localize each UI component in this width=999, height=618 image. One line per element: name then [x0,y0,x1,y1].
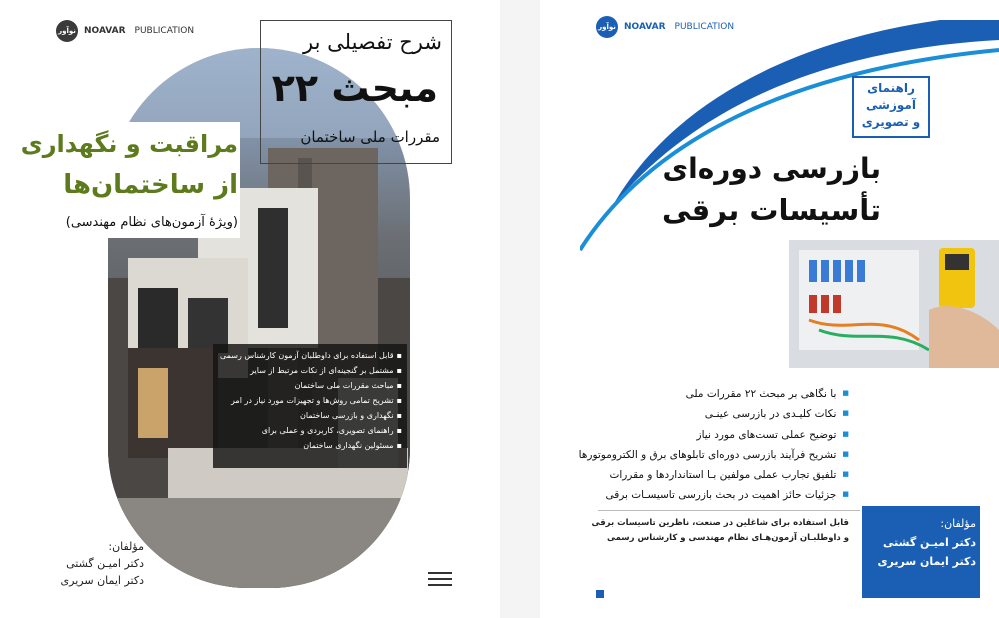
author-name: دکتر ایمان سریری [60,574,144,587]
usage-line: و داوطلبـان آزمون‌هـای نظام مهندسی و کارشناس رسمی [606,533,849,543]
features-list [540,384,849,506]
feature-item: ■ تلفیق تجارب عملی مولفین بـا استانداردها و مقررات [540,465,849,485]
title-line-2: تأسیسات برقی [661,193,881,227]
publisher-word: PUBLICATION [674,22,735,32]
feature-item: ■ جزئیات حائز اهمیت در بحث بازرسی تاسیسـات برقی [540,485,849,505]
guide-line: و تصویری [861,115,921,129]
authors-block [866,514,976,571]
description-item: ▪ مشتمل بر گنجینه‌ای از نکات مرتبط از سایر [218,363,402,378]
title-line-1: شرح تفصیلی بر [303,30,442,54]
publisher-logo [56,20,194,42]
title-line-2: مبحث ۲۲ [271,66,438,110]
subtitle-line-1: مراقبت و نگهداری [20,130,238,158]
publisher-brand: NOAVAR [624,22,666,32]
menu-icon[interactable] [428,572,452,590]
description-item: ▪ مسئولین نگهداری ساختمان [218,438,402,453]
description-item: ▪ راهنمای تصویری، کاربردی و عملی برای [218,423,402,438]
usage-line: قابل استفاده برای شاغلین در صنعت، ناظرین تاسیسات برقی [591,518,849,528]
publisher-logo [596,16,734,38]
publisher-brand: NOAVAR [84,26,126,36]
feature-item: ■ نکات کلیـدی در بازرسی عینـی [540,404,849,424]
feature-item: ■ تشریح فرآیند بازرسی دوره‌ای تابلوهای برق و الکتروموتورها [540,445,849,465]
corner-square [596,590,604,598]
guide-line: راهنمای [867,81,915,95]
author-name: دکتر ایمان سریری [877,555,976,568]
description-item: ▪ قابل استفاده برای داوطلبان آزمون کارشناس رسمی [218,348,402,363]
authors-heading: مؤلفان: [940,517,976,530]
authors-heading: مؤلفان: [108,540,144,553]
description-item: ▪ تشریح تمامی روش‌ها و تجهیزات مورد نیاز در امر [218,393,402,408]
author-name: دکتر امیـن گشتی [883,536,976,549]
noavar-logo-icon: نوآور [596,16,618,38]
authors-block [54,538,144,589]
subtitle-line-3: (ویژهٔ آزمون‌های نظام مهندسی) [65,215,238,230]
author-name: دکتر امیـن گشتی [66,557,144,570]
subtitle-line-2: از ساختمان‌ها [63,170,238,200]
description-item: ▪ نگهداری و بازرسی ساختمان [218,408,402,423]
cover-gap [500,0,540,618]
guide-badge-text [854,80,928,131]
noavar-logo-icon: نوآور [56,20,78,42]
feature-item: ■ توضیح عملی تست‌های مورد نیاز [540,425,849,445]
usage-text [559,516,849,546]
right-book-cover [540,0,999,618]
electrical-panel-illustration [789,240,999,368]
description-item: ▪ مباحث مقررات ملی ساختمان [218,378,402,393]
publisher-word: PUBLICATION [134,26,195,36]
guide-line: آموزشی [866,98,916,112]
title-line-1: بازرسی دوره‌ای [662,152,881,185]
feature-item: ■ با نگاهی بر مبحث ۲۲ مقررات ملی [540,384,849,404]
electrical-panel-photo [789,240,999,368]
divider [598,510,860,511]
title-line-3: مقررات ملی ساختمان [300,128,440,146]
description-list [218,348,402,453]
